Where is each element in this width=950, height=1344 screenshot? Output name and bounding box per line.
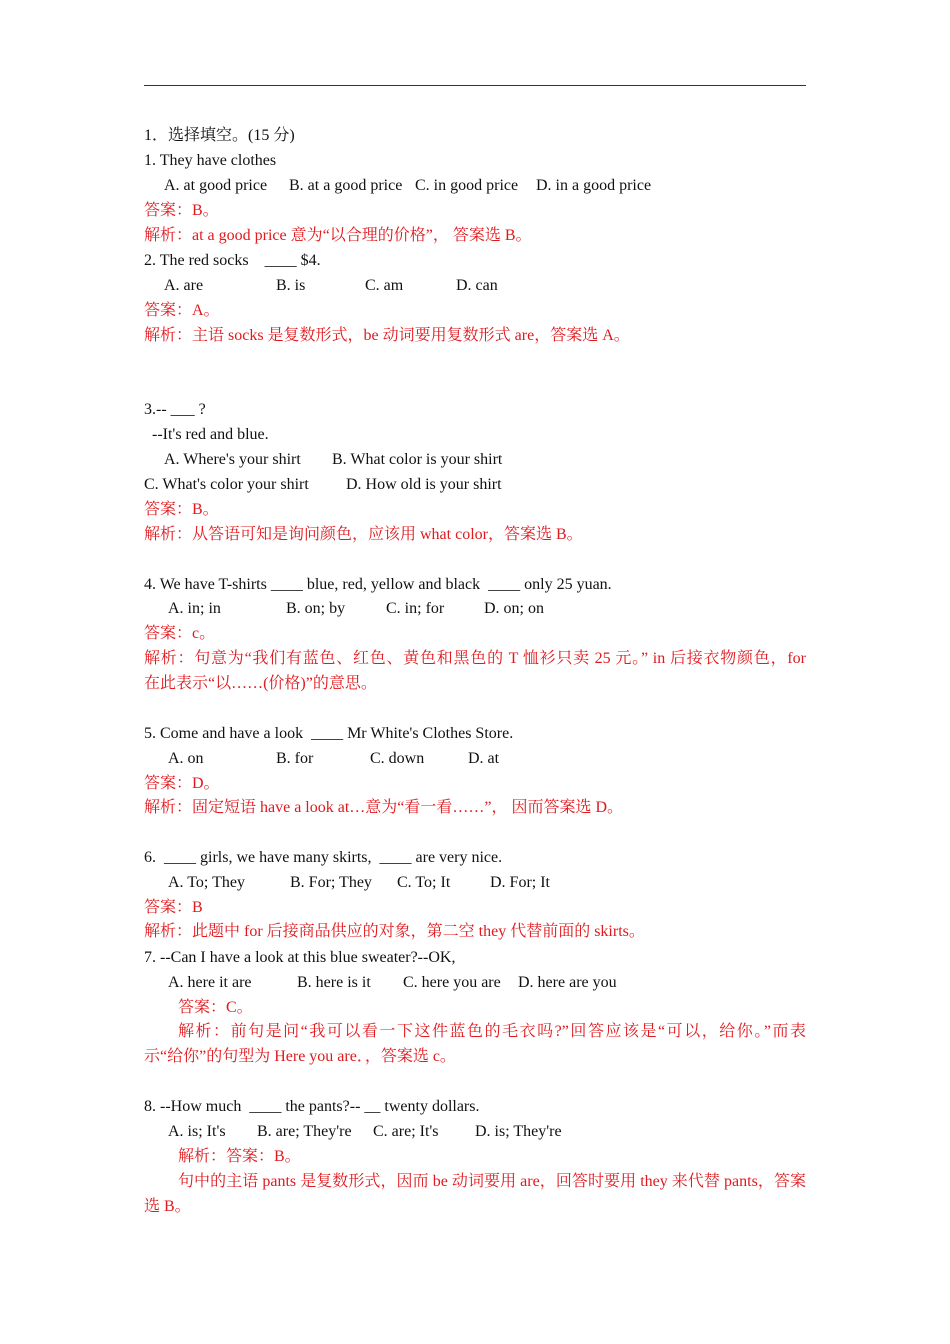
option-a: A. Where's your shirt xyxy=(164,451,301,468)
explanation: 句中的主语 pants 是复数形式，因而 be 动词要用 are，回答时要用 they 来代替 pants，答案 xyxy=(178,1173,806,1190)
option-a: A. To; They xyxy=(168,874,245,891)
explanation: 解析：从答语可知是询问颜色，应该用 what color，答案选 B。 xyxy=(144,526,583,543)
option-d: D. How old is your shirt xyxy=(346,476,502,493)
question-1-stem: 1. They have clothes xyxy=(144,152,277,169)
explanation: 解析：at a good price 意为“以合理的价格”， 答案选 B。 xyxy=(144,227,532,244)
explanation-continued: 在此表示“以……(价格)”的意思。 xyxy=(144,675,377,692)
explanation: 解析：固定短语 have a look at…意为“看一看……”， 因而答案选 D。 xyxy=(144,799,624,816)
option-b: B. What color is your shirt xyxy=(332,451,503,468)
option-d: D. on; on xyxy=(484,600,544,617)
option-a: A. at good price xyxy=(164,177,268,194)
option-b: B. for xyxy=(276,750,314,767)
explanation-continued: 选 B。 xyxy=(144,1198,191,1215)
option-d: D. can xyxy=(456,277,498,294)
section-title: 1．选择填空。(15 分) xyxy=(144,127,295,144)
explanation: 解析：主语 socks 是复数形式，be 动词要用复数形式 are，答案选 A。 xyxy=(144,327,630,344)
option-b: B. on; by xyxy=(286,600,346,617)
answer: 答案：B。 xyxy=(144,501,219,518)
option-a: A. is; It's xyxy=(168,1123,226,1140)
option-b: B. are; They're xyxy=(257,1123,352,1140)
option-d: D. is; They're xyxy=(475,1123,562,1140)
option-b: B. here is it xyxy=(297,974,371,991)
question-2-stem: 2. The red socks ____ $4. xyxy=(144,252,321,269)
explanation: 解析：此题中 for 后接商品供应的对象，第二空 they 代替前面的 skirts。 xyxy=(144,923,645,940)
option-c: C. To; It xyxy=(397,874,451,891)
option-d: D. in a good price xyxy=(536,177,652,194)
answer: 解析：答案：B。 xyxy=(178,1148,301,1165)
option-b: B. is xyxy=(276,277,306,294)
option-a: A. in; in xyxy=(168,600,221,617)
option-c: C. What's color your shirt xyxy=(144,476,309,493)
explanation: 解析：前句是问“我可以看一下这件蓝色的毛衣吗?”回答应该是“可以，给你。”而表 xyxy=(178,1023,806,1040)
answer: 答案：B。 xyxy=(144,202,219,219)
option-c: C. are; It's xyxy=(373,1123,439,1140)
option-c: C. in good price xyxy=(415,177,519,194)
option-c: C. am xyxy=(365,277,404,294)
answer: 答案：c。 xyxy=(144,625,216,642)
header-rule xyxy=(144,85,806,86)
question-3-response: --It's red and blue. xyxy=(152,426,269,443)
option-b: B. at a good price xyxy=(289,177,403,194)
question-8-stem: 8. --How much ____ the pants?-- __ twenty dollars. xyxy=(144,1098,480,1115)
explanation-continued: 示“给你”的句型为 Here you are．，答案选 c。 xyxy=(144,1048,456,1065)
question-4-stem: 4. We have T-shirts ____ blue, red, yellow and black ____ only 25 yuan. xyxy=(144,576,612,593)
answer: 答案：D。 xyxy=(144,775,220,792)
option-b: B. For; They xyxy=(290,874,372,891)
option-d: D. here are you xyxy=(518,974,617,991)
option-d: D. For; It xyxy=(490,874,550,891)
option-a: A. on xyxy=(168,750,204,767)
question-6-stem: 6. ____ girls, we have many skirts, ____ are very nice. xyxy=(144,849,503,866)
explanation: 解析：句意为“我们有蓝色、红色、黄色和黑色的 T 恤衫只卖 25 元。” in 后接衣物颜色，for xyxy=(144,650,806,667)
answer: 答案：C。 xyxy=(178,999,253,1016)
option-c: C. in; for xyxy=(386,600,445,617)
option-d: D. at xyxy=(468,750,500,767)
question-5-stem: 5. Come and have a look ____ Mr White's Clothes Store. xyxy=(144,725,514,742)
question-3-stem: 3.-- ___ ? xyxy=(144,401,206,418)
option-a: A. are xyxy=(164,277,204,294)
answer: 答案：B xyxy=(144,899,203,916)
question-7-stem: 7. --Can I have a look at this blue sweater?--OK, xyxy=(144,949,456,966)
answer: 答案：A。 xyxy=(144,302,220,319)
option-a: A. here it are xyxy=(168,974,252,991)
option-c: C. here you are xyxy=(403,974,501,991)
option-c: C. down xyxy=(370,750,425,767)
